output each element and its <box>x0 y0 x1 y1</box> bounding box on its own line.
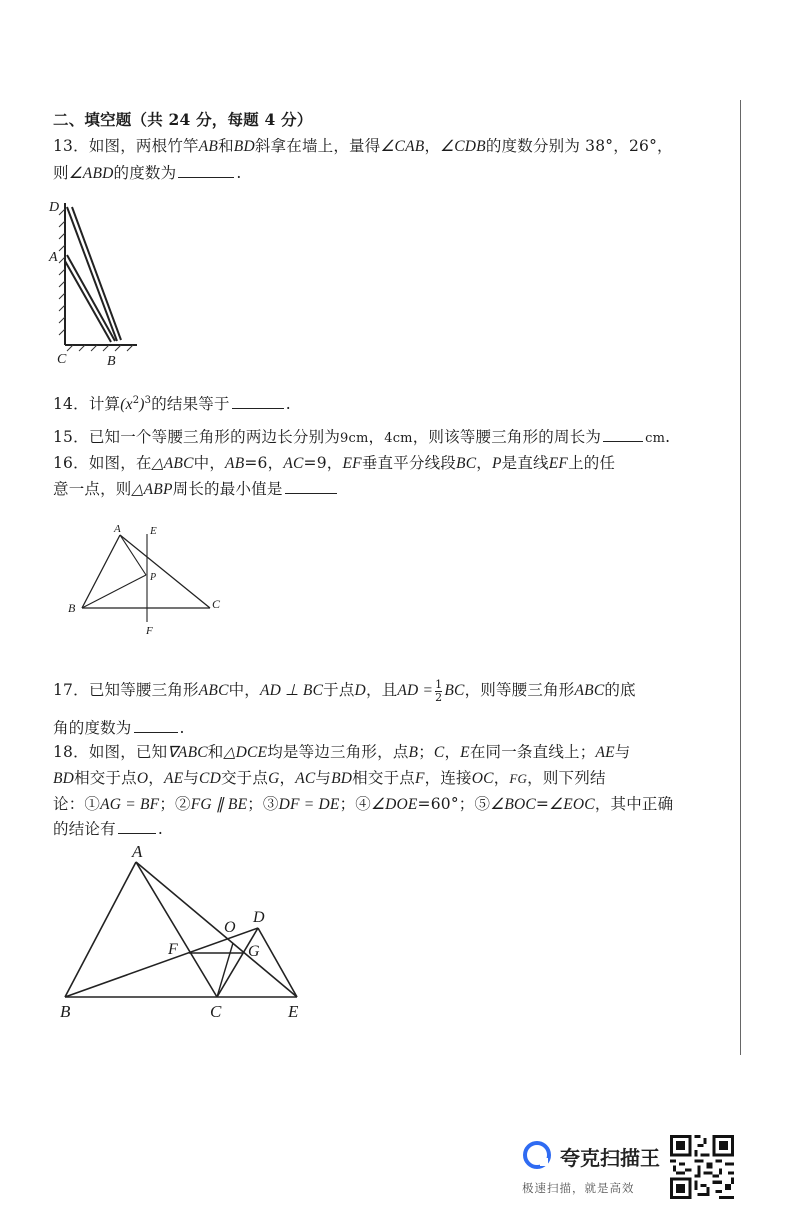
figure-13-ladders <box>45 195 145 373</box>
question-16-line-2: 意一点，则△ABP周长的最小值是 <box>53 477 339 499</box>
answer-blank <box>118 832 156 834</box>
label-g: G <box>248 943 260 960</box>
label-c: C <box>212 597 221 611</box>
answer-blank <box>134 731 178 733</box>
question-14: 14．计算$(x^2)^3$的结果等于 . <box>53 394 291 413</box>
label-b: B <box>107 354 116 369</box>
label-p: P <box>150 572 157 583</box>
question-17-line-1: 17．已知等腰三角形ABC中，AD ⊥ BC于点D，且AD = $\frac{1}{2}$ BC，则等腰三角形ABC的底 <box>53 677 636 704</box>
label-d: D <box>49 200 60 215</box>
label-a: A <box>114 523 121 535</box>
label-c: C <box>210 1002 222 1021</box>
label-e: E <box>150 525 157 537</box>
label-f: F <box>146 625 153 637</box>
label-o: O <box>224 919 236 936</box>
label-a: A <box>49 250 58 265</box>
figure-18-equilateral-triangles <box>50 840 340 1025</box>
label-a: A <box>132 842 143 861</box>
question-16-line-1: 16．如图，在△ABC中，AB=6，AC=9，EF垂直平分线段BC，P是直线EF上的任 <box>53 454 616 472</box>
answer-blank <box>285 492 337 494</box>
label-d: D <box>253 909 265 926</box>
question-13-line-2: 则∠ABD的度数为 . <box>53 164 242 182</box>
page-right-border <box>740 100 741 1055</box>
question-18-line-3: 论：①AG = BF；②FG ∥ BE；③DF = DE；④∠DOE=60°；⑤∠BOC=∠EOC，其中正确 <box>53 795 674 813</box>
quark-logo-icon <box>522 1140 552 1170</box>
label-b: B <box>60 1002 71 1021</box>
qr-code-icon <box>670 1135 734 1199</box>
answer-blank <box>603 440 643 442</box>
brand-slogan: 极速扫描，就是高效 <box>522 1181 635 1195</box>
label-f: F <box>168 941 178 958</box>
section-title: 二、填空题（共 24 分，每题 4 分） <box>53 110 313 129</box>
question-13-line-1: 13．如图，两根竹竿AB和BD斜拿在墙上，量得∠CAB，∠CDB的度数分别为 38°，26°， <box>53 137 673 155</box>
label-b: B <box>68 601 76 615</box>
answer-blank <box>232 407 284 409</box>
label-e: E <box>288 1002 299 1021</box>
brand-name: 夸克扫描王 <box>560 1146 660 1170</box>
question-18-line-2: BD相交于点O，AE与CD交于点G，AC与BD相交于点F，连接OC，FG，则下列结 <box>53 769 606 787</box>
fraction-one-half: $\frac{1}{2}$ <box>435 677 443 704</box>
question-18-line-4: 的结论有 . <box>53 820 163 838</box>
figure-16-triangle <box>60 520 230 642</box>
answer-blank <box>178 176 234 178</box>
question-17-line-2: 角的度数为 . <box>53 719 185 737</box>
question-18-line-1: 18．如图，已知∇ABC和△DCE均是等边三角形，点B；C，E在同一条直线上；AE与 <box>53 743 631 761</box>
label-c: C <box>57 352 67 367</box>
question-15: 15．已知一个等腰三角形的两边长分别为9cm，4cm，则该等腰三角形的周长为 cm. <box>53 428 671 446</box>
